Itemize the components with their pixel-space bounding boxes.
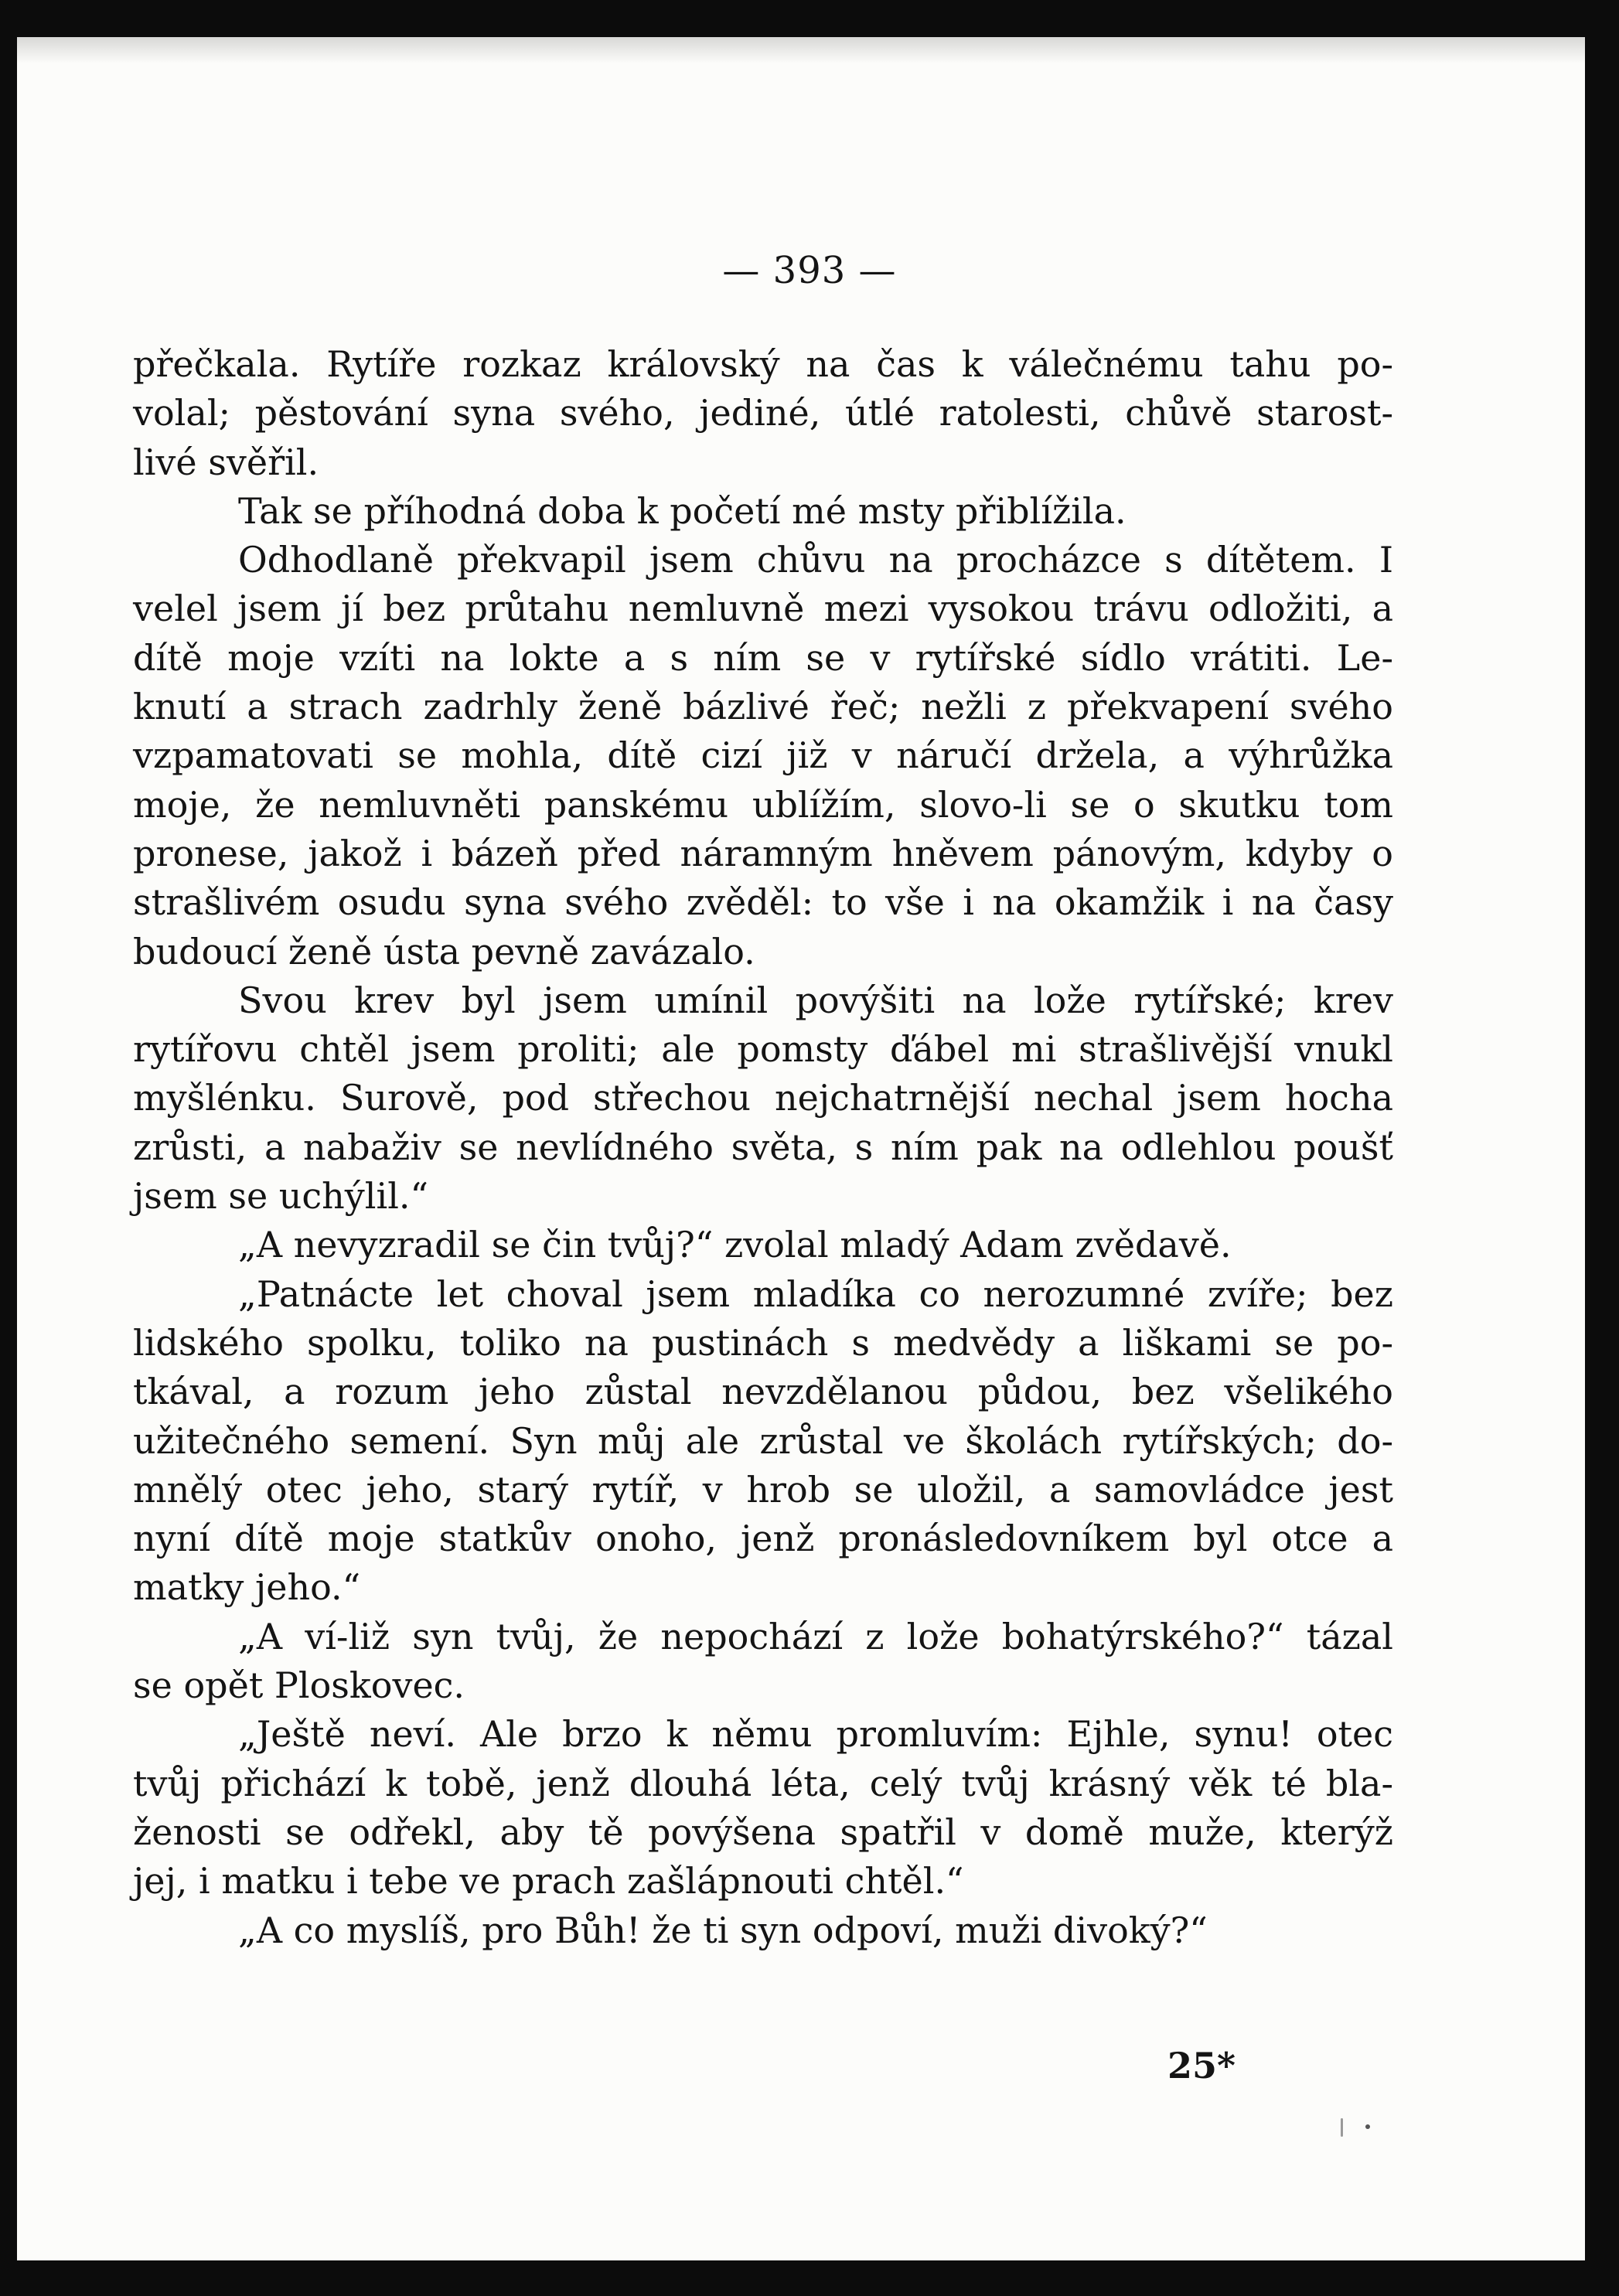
text-line: přečkala. Rytíře rozkaz královský na čas k válečnému tahu po-: [133, 343, 1393, 385]
paper-speck: [1341, 2118, 1343, 2137]
text-line: budoucí ženě ústa pevně zavázalo.: [133, 930, 755, 973]
text-line: „Patnácte let choval jsem mladíka co nerozumné zvíře; bez: [238, 1272, 1393, 1315]
signature-mark: 25*: [1167, 2045, 1236, 2086]
text-line: rytířovu chtěl jsem proliti; ale pomsty ďábel mi strašlivější vnukl: [133, 1028, 1393, 1071]
text-line: „A ví-liž syn tvůj, že nepochází z lože bohatýrského?“ tázal: [238, 1615, 1393, 1657]
text-line: užitečného semení. Syn můj ale zrůstal ve školách rytířských; do-: [133, 1419, 1393, 1462]
text-line: Svou krev byl jsem umínil povýšiti na lože rytířské; krev: [238, 979, 1393, 1021]
text-line: vzpamatovati se mohla, dítě cizí již v náručí držela, a výhrůžka: [133, 734, 1393, 777]
text-line: „A nevyzradil se čin tvůj?“ zvolal mladý Adam zvědavě.: [238, 1224, 1232, 1266]
text-line: moje, že nemluvněti panskému ublížím, slovo-li se o skutku tom: [133, 783, 1393, 826]
text-line: livé svěřil.: [133, 441, 319, 483]
page-number: — 393 —: [722, 249, 897, 292]
text-line: „A co myslíš, pro Bůh! že ti syn odpoví, muži divoký?“: [238, 1909, 1208, 1951]
text-line: se opět Ploskovec.: [133, 1664, 465, 1707]
text-line: mnělý otec jeho, starý rytíř, v hrob se uložil, a samovládce jest: [133, 1468, 1393, 1511]
text-line: Odhodlaně překvapil jsem chůvu na procházce s dítětem. I: [238, 539, 1393, 581]
text-line: myšlénku. Surově, pod střechou nejchatrnější nechal jsem hocha: [133, 1077, 1393, 1119]
text-line: tkával, a rozum jeho zůstal nevzdělanou půdou, bez všelikého: [133, 1371, 1393, 1413]
text-line: volal; pěstování syna svého, jediné, útlé ratolesti, chůvě starost-: [133, 392, 1393, 434]
text-line: zrůsti, a nabaživ se nevlídného světa, s ním pak na odlehlou poušť: [133, 1126, 1393, 1168]
text-line: strašlivém osudu syna svého zvěděl: to vše i na okamžik i na časy: [133, 881, 1393, 924]
text-line: matky jeho.“: [133, 1566, 361, 1609]
text-line: jsem se uchýlil.“: [133, 1175, 429, 1218]
text-line: velel jsem jí bez průtahu nemluvně mezi vysokou trávu odložiti, a: [133, 588, 1393, 630]
text-line: lidského spolku, toliko na pustinách s medvědy a liškami se po-: [133, 1321, 1393, 1364]
text-line: „Ještě neví. Ale brzo k němu promluvím: Ejhle, synu! otec: [238, 1713, 1393, 1756]
page-edge-shadow: [17, 37, 1585, 63]
text-line: nyní dítě moje statkův onoho, jenž pronásledovníkem byl otce a: [133, 1518, 1393, 1560]
text-line: pronese, jakož i bázeň před náramným hněvem pánovým, kdyby o: [133, 832, 1393, 874]
text-line: knutí a strach zadrhly ženě bázlivé řeč; nežli z překvapení svého: [133, 686, 1393, 728]
text-line: Tak se příhodná doba k početí mé msty přiblížila.: [238, 489, 1126, 532]
text-line: dítě moje vzíti na lokte a s ním se v rytířské sídlo vrátiti. Le-: [133, 636, 1393, 679]
paper-speck: [1365, 2124, 1370, 2129]
body-text: [133, 340, 1393, 1955]
text-line: jej, i matku i tebe ve prach zašlápnouti chtěl.“: [133, 1860, 964, 1903]
text-line: tvůj přichází k tobě, jenž dlouhá léta, celý tvůj krásný věk té bla-: [133, 1762, 1393, 1804]
text-line: ženosti se odřekl, aby tě povýšena spatřil v domě muže, kterýž: [133, 1811, 1393, 1853]
